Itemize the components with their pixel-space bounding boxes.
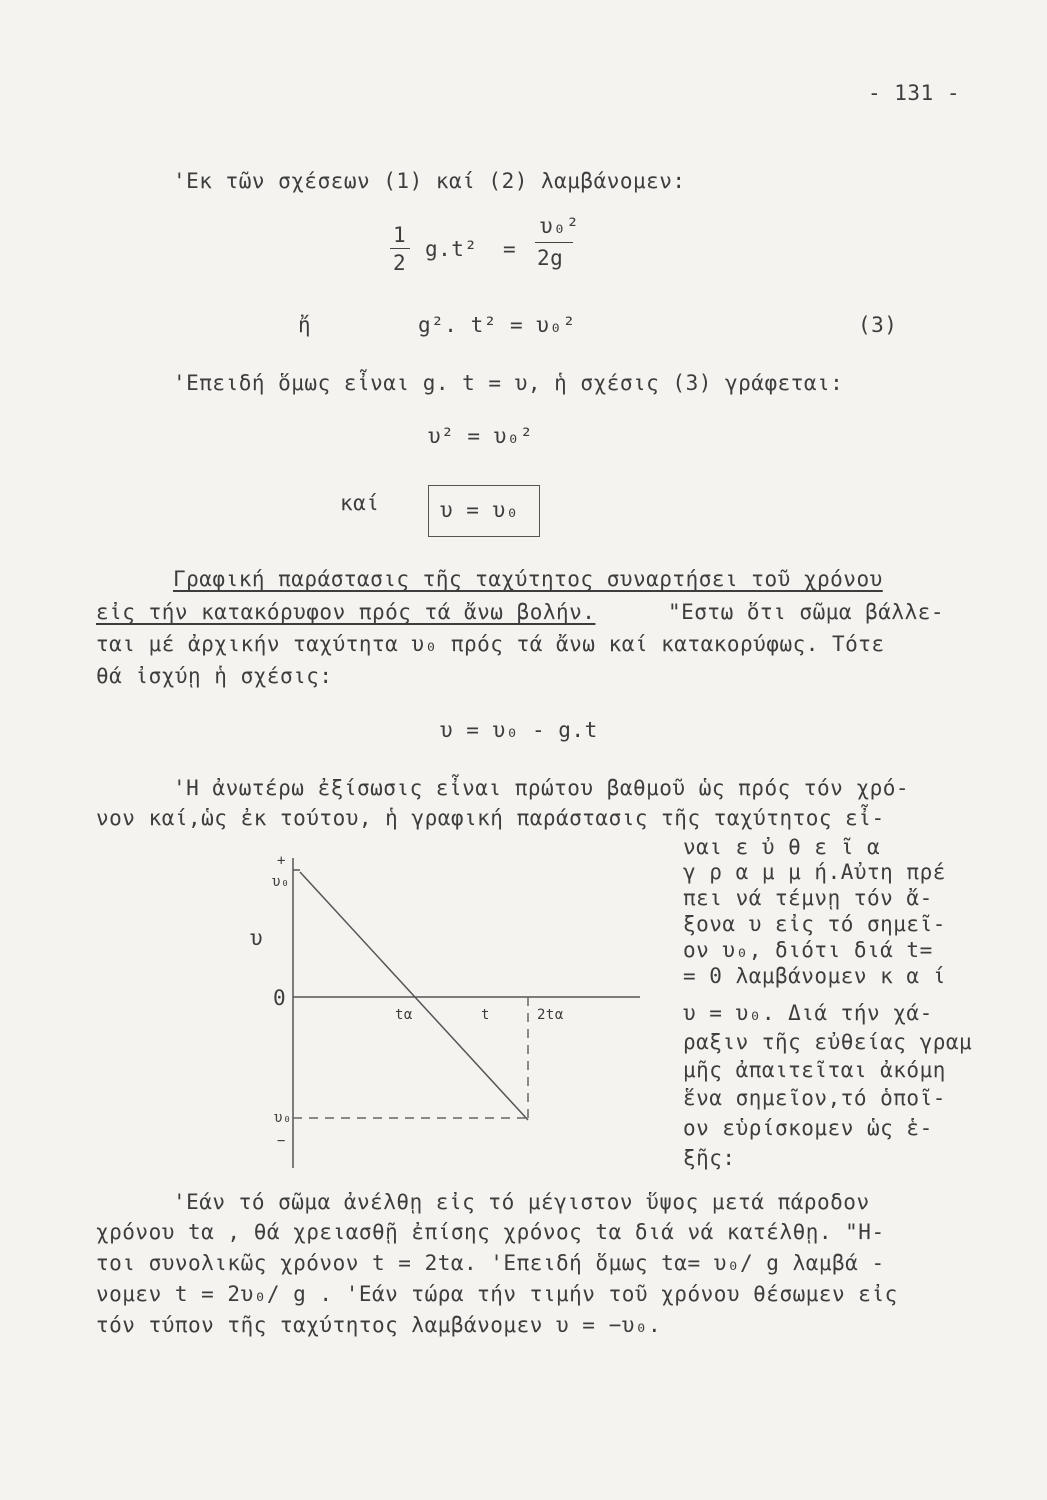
graph-axis-label: υ — [250, 926, 264, 950]
graph-2ta-label: 2tα — [537, 1007, 564, 1023]
paragraph-1-line-3: θά ἰσχύῃ ἡ σχέσις: — [96, 664, 333, 688]
paragraph-3-line: νομεν t = 2υ₀/ g . 'Εάν τώρα τήν τιμήν τοῦ χρόνου θέσωμεν εἰς — [96, 1282, 898, 1306]
graph-t-label: t — [481, 1007, 490, 1023]
eq4-expr: υ = υ₀ — [440, 498, 519, 522]
equation-5: υ = υ₀ - g.t — [440, 718, 598, 742]
side-text-line: = 0 λαμβάνομεν κ α ί — [683, 964, 946, 988]
paragraph-3-line: 'Εάν τό σῶμα ἀνέλθῃ εἰς τό μέγιστον ὕψος μετά πάροδον — [173, 1190, 870, 1214]
eq1-left-den: 2 — [393, 251, 407, 275]
section-heading-line-2: εἰς τήν κατακόρυφον πρός τά ἄνω βολήν. — [96, 600, 596, 624]
since-line: 'Επειδή ὅμως εἶναι g. t = υ, ἡ σχέσις (3) γράφεται: — [173, 371, 844, 395]
eq1-left-num: 1 — [393, 223, 407, 247]
paragraph-2-line-2: νον καί,ὡς ἐκ τούτου, ἡ γραφική παράστασις τῆς ταχύτητος εἶ- — [96, 806, 885, 830]
side-text-line: ξῆς: — [683, 1146, 736, 1170]
graph-minus-sign: − — [277, 1133, 286, 1149]
side-text-line: ον εὑρίσκομεν ὡς ἑ- — [683, 1116, 933, 1140]
section-heading-line-1: Γραφική παράστασις τῆς ταχύτητος συναρτήσει τοῦ χρόνου — [173, 567, 883, 591]
graph-origin-label: 0 — [273, 986, 287, 1010]
eq2-prefix: ἤ — [298, 313, 312, 337]
side-text-line: υ = υ₀. Διά τήν χά- — [683, 1001, 933, 1025]
graph-v0-label: υ₀ — [272, 874, 290, 890]
velocity-line — [300, 872, 528, 1120]
side-text-line: ραξιν τῆς εὐθείας γραμ — [683, 1030, 973, 1054]
graph-ta-label: tα — [395, 1007, 413, 1023]
side-text-line: ξονα υ εἰς τό σημεῖ- — [683, 912, 946, 936]
side-text-line: γ ρ α μ μ ή.Αὐτη πρέ — [683, 860, 946, 884]
side-text-line: μῆς ἀπαιτεῖται ἀκόμη — [683, 1058, 946, 1082]
eq1-right-den: 2g — [537, 246, 564, 270]
paragraph-3-line: τοι συνολικῶς χρόνον t = 2tα. 'Επειδή ὅμως tα= υ₀/ g λαμβά - — [96, 1251, 885, 1275]
side-text-line: ον υ₀, διότι διά t= — [683, 938, 933, 962]
paragraph-1-line-1: "Εστω ὅτι σῶμα βάλλε- — [668, 600, 945, 624]
equation-3: υ² = υ₀² — [428, 424, 534, 448]
side-text-line: ναι ε ὐ θ ε ῖ α — [683, 835, 881, 859]
eq1-equals: = — [503, 237, 517, 261]
side-text-line: πει νά τέμνῃ τόν ἄ- — [683, 886, 933, 910]
paragraph-3-line: χρόνου tα , θά χρειασθῇ ἐπίσης χρόνος tα διά νά κατέλθῃ. "Η- — [96, 1220, 885, 1244]
paragraph-1-line-2: ται μέ ἀρχικήν ταχύτητα υ₀ πρός τά ἄνω καί κατακορύφως. Τότε — [96, 632, 885, 656]
side-text-line: ἕνα σημεῖον,τό ὁποῖ- — [683, 1086, 946, 1110]
paragraph-2-line-1: 'Η ἀνωτέρω ἐξίσωσις εἶναι πρώτου βαθμοῦ ὡς πρός τόν χρό- — [173, 776, 910, 800]
intro-line: 'Εκ τῶν σχέσεων (1) καί (2) λαμβάνομεν: — [173, 169, 686, 193]
eq2-expr: g². t² = υ₀² — [418, 313, 576, 337]
graph-plus-sign: + — [277, 853, 286, 869]
eq4-prefix: καί — [340, 491, 380, 515]
eq1-left-expr: g.t² — [425, 237, 478, 261]
paragraph-3-line: τόν τύπον τῆς ταχύτητος λαμβάνομεν υ = −υ₀. — [96, 1313, 662, 1337]
page-number: - 131 - — [868, 81, 961, 105]
eq1-right-num: υ₀² — [540, 214, 580, 238]
graph-minus-v0-label: υ₀ — [274, 1110, 292, 1126]
eq2-label: (3) — [858, 313, 898, 337]
